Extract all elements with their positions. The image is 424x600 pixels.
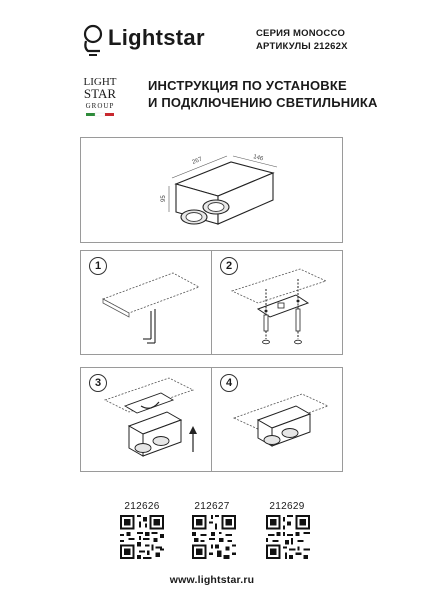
step-1-drawing	[81, 251, 213, 356]
step-4-drawing	[212, 368, 344, 473]
series-label: СЕРИЯ MONOCCO	[256, 28, 346, 39]
step-number: 1	[89, 257, 107, 275]
qr-code[interactable]	[192, 515, 236, 559]
qr-code[interactable]	[120, 515, 164, 559]
group-logo-line1: LIGHT	[83, 76, 117, 88]
qr-code[interactable]	[266, 515, 310, 559]
lightstar-group-logo	[80, 72, 120, 124]
step-3-drawing	[81, 368, 213, 473]
title-line-1: ИНСТРУКЦИЯ ПО УСТАНОВКЕ	[148, 78, 347, 93]
articles-label: АРТИКУЛЫ 21262X	[256, 41, 348, 52]
dimension-height: 95	[161, 195, 167, 202]
product-drawing	[81, 138, 344, 244]
step-number: 3	[89, 374, 107, 392]
product-dimensions-panel	[80, 137, 343, 243]
step-number: 2	[220, 257, 238, 275]
step-3-panel	[80, 367, 212, 472]
dimension-width: 146	[252, 154, 264, 163]
step-2-drawing	[212, 251, 344, 356]
article-code: 212626	[124, 501, 160, 512]
website-link[interactable]: www.lightstar.ru	[169, 574, 255, 586]
group-logo-line2: STAR	[83, 86, 117, 101]
article-code: 212627	[194, 501, 230, 512]
brand-name: Lightstar	[108, 25, 205, 50]
article-code: 212629	[269, 501, 305, 512]
group-logo-line3: GROUP	[85, 102, 115, 110]
lightstar-logo-icon	[80, 24, 106, 58]
step-1-panel	[80, 250, 212, 355]
step-4-panel	[211, 367, 343, 472]
step-2-panel	[211, 250, 343, 355]
instruction-title	[148, 77, 378, 111]
dimension-length: 267	[191, 156, 204, 166]
title-line-2: И ПОДКЛЮЧЕНИЮ СВЕТИЛЬНИКА	[148, 95, 378, 110]
step-number: 4	[220, 374, 238, 392]
